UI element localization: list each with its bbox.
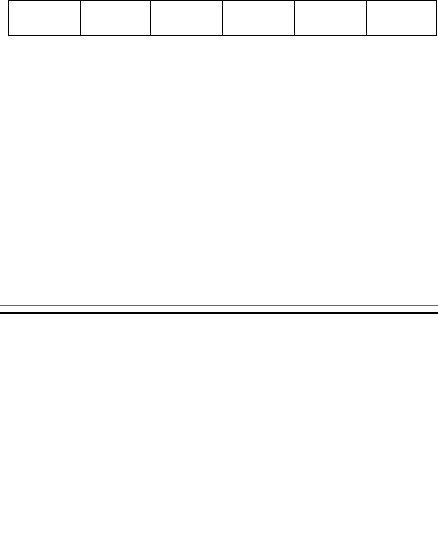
header-internal-hygiene (223, 1, 295, 36)
header-row (9, 1, 437, 36)
header-environment-hygiene (295, 1, 367, 36)
header-camp (9, 1, 81, 36)
page-divider-top (0, 305, 438, 306)
header-military-training (81, 1, 151, 36)
page-divider (0, 312, 438, 314)
header-total (367, 1, 437, 36)
ranking-table-top (8, 0, 437, 36)
header-style-discipline (151, 1, 223, 36)
